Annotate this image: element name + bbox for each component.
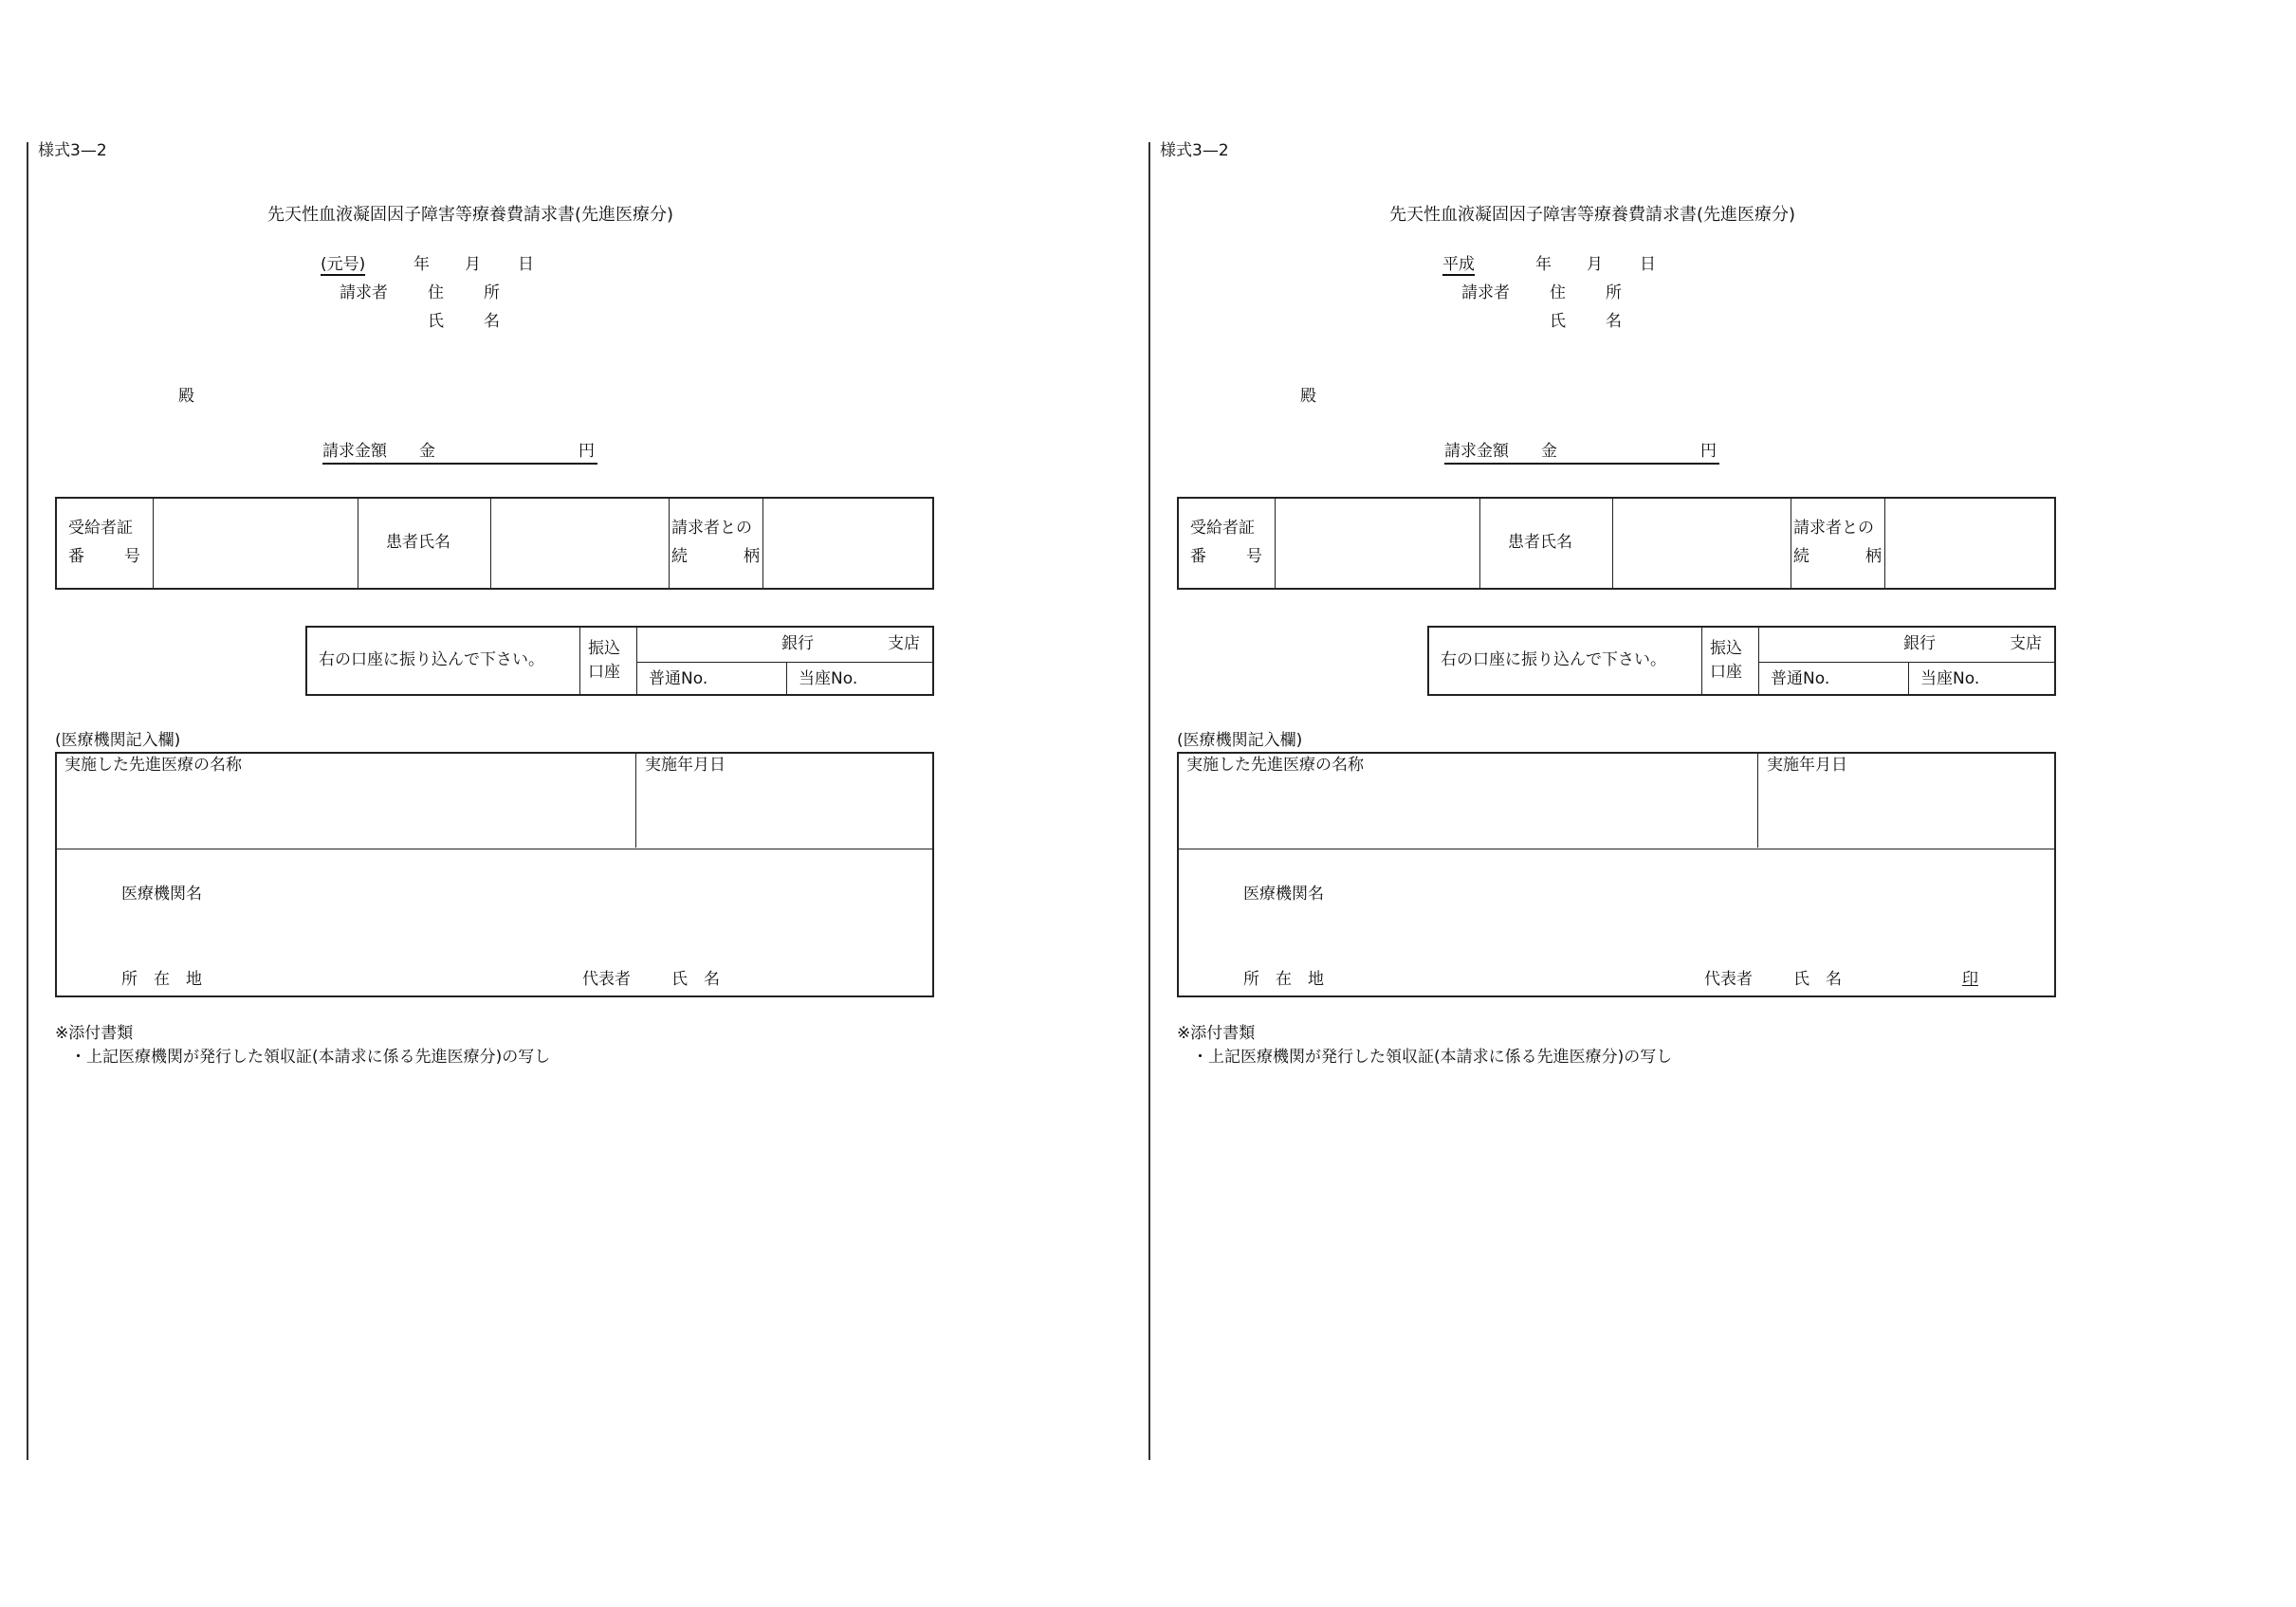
form-title: 先天性血液凝固因子障害等療養費請求書(先進医療分) xyxy=(267,205,674,225)
month-label: 月 xyxy=(465,255,481,274)
recipient-table xyxy=(1177,497,2056,590)
current-account-no[interactable]: 当座No. xyxy=(799,669,858,688)
name-label-b: 名 xyxy=(1606,312,1622,331)
relation-label: 請求者との xyxy=(1793,519,1874,538)
representative-label: 代表者 xyxy=(1704,970,1753,989)
name-label-b: 名 xyxy=(484,312,500,331)
name-label-a: 氏 xyxy=(428,312,444,331)
bank-label[interactable]: 銀行 xyxy=(1903,634,1936,653)
kin-label: 金 xyxy=(419,442,435,461)
institution-name-label[interactable]: 医療機関名 xyxy=(121,885,202,904)
transfer-instruction: 右の口座に振り込んで下さい。 xyxy=(1441,650,1666,669)
address-label-a: 住 xyxy=(1550,283,1566,302)
relation-label-2b: 柄 xyxy=(744,547,760,566)
advanced-treatment-name-label[interactable]: 実施した先進医療の名称 xyxy=(64,756,242,775)
name-label-a: 氏 xyxy=(1550,312,1566,331)
branch-label[interactable]: 支店 xyxy=(2010,634,2042,653)
relation-input[interactable] xyxy=(1886,499,2054,588)
yen-label: 円 xyxy=(1700,442,1717,461)
bank-account-table xyxy=(305,626,934,696)
relation-label-2b: 柄 xyxy=(1865,547,1882,566)
form-number: 様式3—2 xyxy=(38,141,107,160)
address-label-b: 所 xyxy=(484,283,500,302)
addressee-label: 殿 xyxy=(178,387,194,406)
kin-label: 金 xyxy=(1541,442,1557,461)
claimant-label: 請求者 xyxy=(340,283,388,302)
representative-label: 代表者 xyxy=(582,970,631,989)
patient-name-label: 患者氏名 xyxy=(1508,533,1572,552)
institution-section-label: (医療機関記入欄) xyxy=(1177,731,1303,750)
address-label-b: 所 xyxy=(1606,283,1622,302)
claim-amount-field[interactable] xyxy=(322,442,597,465)
attachments-label: ※添付書類 xyxy=(55,1024,134,1043)
form-page-right xyxy=(1122,0,2244,1607)
location-label[interactable]: 所 在 地 xyxy=(121,970,202,989)
relation-input[interactable] xyxy=(764,499,932,588)
recipient-no-label-2b: 号 xyxy=(124,547,140,566)
year-label: 年 xyxy=(413,255,430,274)
advanced-treatment-name-label[interactable]: 実施した先進医療の名称 xyxy=(1186,756,1364,775)
relation-label-2a: 続 xyxy=(671,547,688,566)
ordinary-account-no[interactable]: 普通No. xyxy=(649,669,708,688)
recipient-no-label-2a: 番 xyxy=(1190,547,1206,566)
institution-section-label: (医療機関記入欄) xyxy=(55,731,181,750)
institution-table xyxy=(55,752,934,997)
yen-label: 円 xyxy=(579,442,595,461)
location-label[interactable]: 所 在 地 xyxy=(1243,970,1324,989)
form-number: 様式3—2 xyxy=(1160,141,1229,160)
relation-label-2a: 続 xyxy=(1793,547,1809,566)
day-label: 日 xyxy=(1640,255,1656,274)
form-title: 先天性血液凝固因子障害等療養費請求書(先進医療分) xyxy=(1389,205,1796,225)
bank-label[interactable]: 銀行 xyxy=(781,634,814,653)
bank-account-table xyxy=(1427,626,2056,696)
claimant-label: 請求者 xyxy=(1461,283,1510,302)
claim-amount-label: 請求金額 xyxy=(322,442,387,461)
month-label: 月 xyxy=(1587,255,1603,274)
institution-table xyxy=(1177,752,2056,997)
relation-label: 請求者との xyxy=(671,519,752,538)
attachment-item: ・上記医療機関が発行した領収証(本請求に係る先進医療分)の写し xyxy=(1192,1048,1673,1067)
page-margin-line xyxy=(27,142,28,1460)
date-performed-label[interactable]: 実施年月日 xyxy=(1767,756,1847,775)
form-page-left xyxy=(0,0,1122,1607)
year-label: 年 xyxy=(1535,255,1552,274)
recipient-no-input[interactable] xyxy=(155,499,356,588)
patient-name-input[interactable] xyxy=(1614,499,1789,588)
recipient-no-label-2a: 番 xyxy=(68,547,84,566)
page-margin-line xyxy=(1148,142,1150,1460)
claim-amount-field[interactable] xyxy=(1444,442,1719,465)
current-account-no[interactable]: 当座No. xyxy=(1920,669,1980,688)
representative-name-label[interactable]: 氏 名 xyxy=(671,970,720,989)
attachment-item: ・上記医療機関が発行した領収証(本請求に係る先進医療分)の写し xyxy=(70,1048,551,1067)
recipient-no-label: 受給者証 xyxy=(1190,519,1255,538)
transfer-label: 振込 xyxy=(1710,639,1742,658)
branch-label[interactable]: 支店 xyxy=(888,634,920,653)
recipient-no-label: 受給者証 xyxy=(68,519,133,538)
institution-name-label[interactable]: 医療機関名 xyxy=(1243,885,1324,904)
recipient-table xyxy=(55,497,934,590)
era-field[interactable]: 平成 xyxy=(1442,255,1475,274)
day-label: 日 xyxy=(518,255,534,274)
era-field[interactable]: (元号) xyxy=(321,255,366,274)
transfer-label: 振込 xyxy=(588,639,620,658)
attachments-label: ※添付書類 xyxy=(1177,1024,1256,1043)
patient-name-input[interactable] xyxy=(492,499,667,588)
account-label: 口座 xyxy=(588,663,620,682)
recipient-no-input[interactable] xyxy=(1277,499,1478,588)
transfer-instruction: 右の口座に振り込んで下さい。 xyxy=(319,650,544,669)
address-label-a: 住 xyxy=(428,283,444,302)
seal-mark: 印 xyxy=(1962,970,1978,989)
recipient-no-label-2b: 号 xyxy=(1246,547,1262,566)
addressee-label: 殿 xyxy=(1300,387,1316,406)
patient-name-label: 患者氏名 xyxy=(386,533,450,552)
representative-name-label[interactable]: 氏 名 xyxy=(1793,970,1842,989)
ordinary-account-no[interactable]: 普通No. xyxy=(1771,669,1830,688)
date-performed-label[interactable]: 実施年月日 xyxy=(645,756,726,775)
claim-amount-label: 請求金額 xyxy=(1444,442,1509,461)
account-label: 口座 xyxy=(1710,663,1742,682)
